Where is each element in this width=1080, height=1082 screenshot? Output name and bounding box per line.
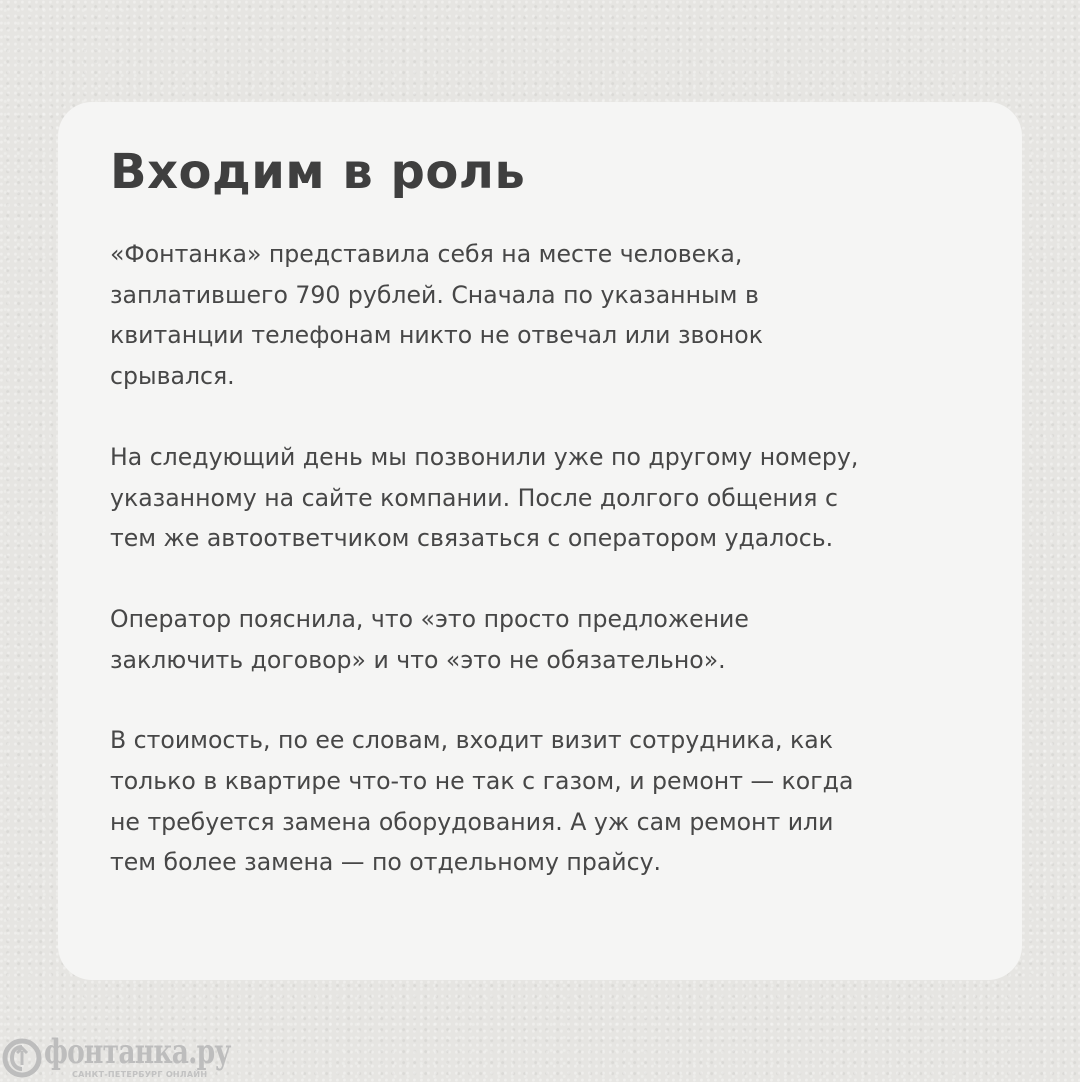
- paragraph-1: «Фонтанка» представила себя на месте человека, заплатившего 790 рублей. Сначала по указанным в квитанции телефонам никто не отвечал или звонок срывался.: [110, 240, 763, 391]
- fontanka-logo: [2, 1030, 242, 1078]
- paragraph-2: На следующий день мы позвонили уже по другому номеру, указанному на сайте компании. После долгого общения с тем же автоответчиком связаться с оператором удалось.: [110, 442, 859, 553]
- paragraph-3: Оператор пояснила, что «это просто предложение заключить договор» и что «это не обязательно».: [110, 604, 749, 674]
- card-title: Входим в роль: [110, 144, 526, 200]
- fontanka-logo-icon: [2, 1038, 42, 1078]
- logo-wordmark: фонтанка.ру: [44, 1032, 231, 1072]
- paragraph-4: В стоимость, по ее словам, входит визит сотрудника, как только в квартире что-то не так с газом, и ремонт — когда не требуется замена оборудования. А уж сам ремонт или тем более замена — по отдельному прайсу.: [110, 726, 854, 877]
- content-card: [58, 102, 1022, 980]
- logo-tagline: САНКТ-ПЕТЕРБУРГ ОНЛАЙН: [72, 1070, 208, 1079]
- card-body: [110, 234, 970, 883]
